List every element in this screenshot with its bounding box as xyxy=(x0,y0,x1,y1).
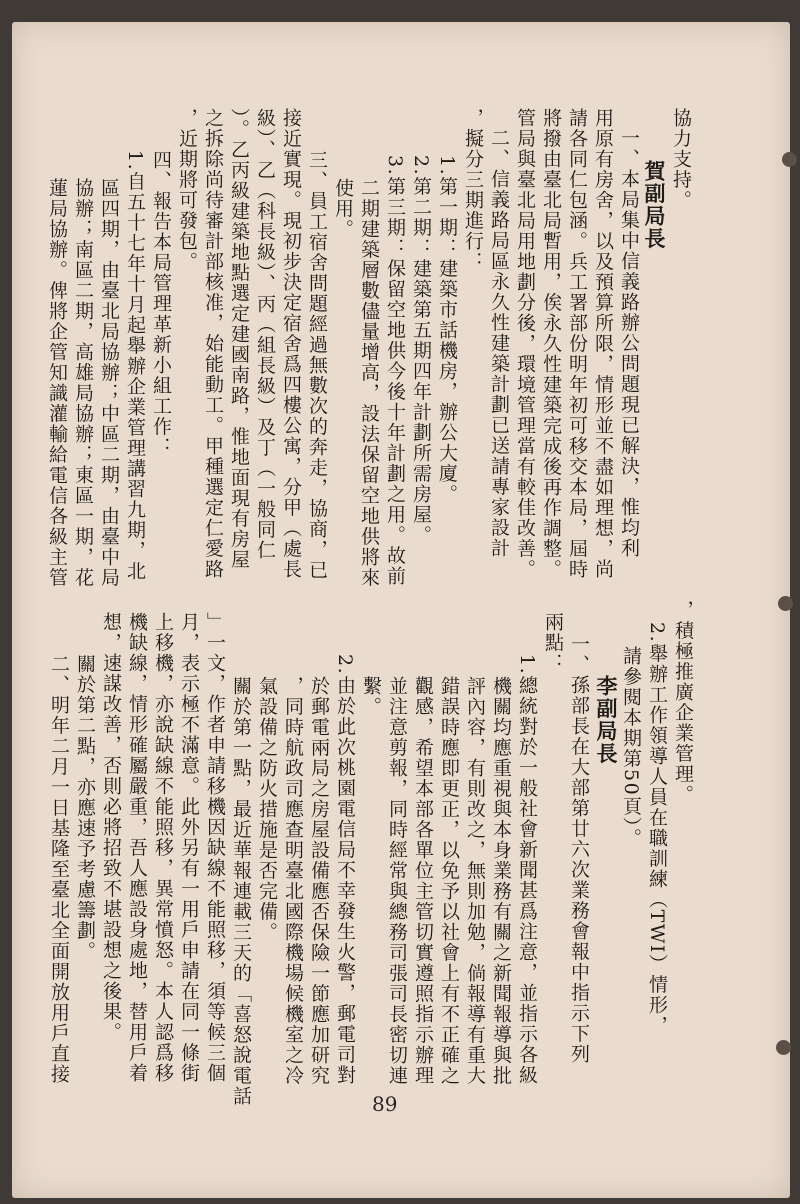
lower-line-18: 關於第一點，最近華報連載三天的「喜怒說電話 xyxy=(230,676,252,1107)
binder-hole-top xyxy=(782,152,797,167)
upper-line-06: 將撥由臺北局暫用，俟永久性建築完成後再作調整。 xyxy=(540,108,562,580)
lower-line-21: 上移機，亦說缺線不能照移，異常憤怒。本人認爲移 xyxy=(152,612,174,1084)
lower-line-17: 氣設備之防火措施是否完備。 xyxy=(256,676,278,943)
upper-line-23: 區四期，由臺北局協辦；中區二期，由臺中局 xyxy=(98,178,120,588)
lower-line-09: 評內容，有則改之，無則加勉，倘報導有重大 xyxy=(464,676,486,1086)
upper-line-05: 請各同仁包涵。兵工署部份明年初可移交本局，屆時 xyxy=(566,108,588,580)
lower-heading-li: 李副局長 xyxy=(594,675,619,765)
lower-line-13: 繫。 xyxy=(360,676,382,717)
upper-line-22: 1.自五十七年十月起舉辦企業管理講習九期，北 xyxy=(124,150,146,582)
binder-hole-middle xyxy=(778,596,793,611)
upper-line-24: 協辦；南區二期，高雄局協辦；東區一期，花 xyxy=(72,178,94,588)
upper-line-14: 使用。 xyxy=(332,178,354,240)
upper-line-01: 協力支持。 xyxy=(670,108,692,211)
lower-line-20: 月，表示極不滿意。此外另有一用戶申請在同一條街 xyxy=(178,612,200,1084)
lower-line-08: 機關均應重視與本身業務有關之新聞報導與批 xyxy=(490,676,512,1086)
page-number: 89 xyxy=(372,1092,398,1116)
upper-line-15: 三、員工宿舍問題經過無數次的奔走，協商，已 xyxy=(306,150,328,581)
binder-hole-bottom xyxy=(776,1040,791,1055)
lower-line-24: 關於第二點，亦應速予考慮籌劃。 xyxy=(74,654,96,962)
lower-line-14: 2.由於此次桃園電信局不幸發生火警，郵電司對 xyxy=(334,654,356,1086)
lower-line-01: ，積極推廣企業管理。 xyxy=(672,600,694,805)
upper-line-08: 二、信義路局區永久性建築計劃已送請專家設計 xyxy=(488,128,510,559)
lower-line-12: 並注意剪報，同時經常與總務司張司長密切連 xyxy=(386,676,408,1086)
upper-line-21: 四、報告本局管理革新小組工作： xyxy=(150,150,172,458)
upper-line-09: ，擬分三期進行： xyxy=(462,108,484,272)
upper-line-20: ，近期將可發包。 xyxy=(176,108,198,272)
lower-line-07: 1.總統對於一般社會新聞甚爲注意，並指示各級 xyxy=(516,654,538,1086)
upper-line-04: 用原有房舍，以及預算所限，情形並不盡如理想，尚 xyxy=(592,108,614,580)
upper-heading-he: 賀副局長 xyxy=(642,160,667,250)
lower-line-15: 於郵電兩局之房屋設備應否保險一節應加研究 xyxy=(308,676,330,1086)
lower-line-16: ，同時航政司應查明臺北國際機場候機室之冷 xyxy=(282,676,304,1086)
lower-line-23: 想，速謀改善，否則必將招致不堪設想之後果。 xyxy=(100,612,122,1043)
lower-line-05: 一、孫部長在大部第廿六次業務會報中指示下列 xyxy=(568,634,590,1065)
lower-line-19: 」一文，作者申請移機因缺線不能照移，須等候三個 xyxy=(204,612,226,1084)
lower-line-06: 兩點： xyxy=(542,612,564,674)
lower-line-11: 觀感，希望本部各單位主管切實遵照指示辦理 xyxy=(412,676,434,1086)
lower-line-03: 請參閱本期第50頁）。 xyxy=(620,646,642,849)
upper-line-19: 之拆除尚待審計部核准，始能動工。甲種選定仁愛路 xyxy=(202,108,224,580)
upper-line-18: ）。乙丙級建築地點選定建國南路，惟地面現有房屋 xyxy=(228,108,250,570)
lower-line-10: 錯誤時應即更正，以免予以社會上有不正確之 xyxy=(438,676,460,1086)
lower-line-25: 二、明年二月一日基隆至臺北全面開放用戶直接 xyxy=(48,654,70,1085)
upper-line-07: 管局與臺北局用地劃分後，環境管理當有較佳改善。 xyxy=(514,108,536,580)
lower-line-02: 2.舉辦工作領導人員在職訓練（TWI）情形， xyxy=(646,622,668,1036)
lower-line-22: 機缺線，情形確屬嚴重，吾人應設身處地，替用戶着 xyxy=(126,612,148,1084)
upper-line-11: 2.第二期：建築第五期四年計劃所需房屋。 xyxy=(410,155,432,546)
upper-line-13: 二期建築層數儘量增高，設法保留空地供將來 xyxy=(358,178,380,588)
upper-line-16: 接近實現。現初步決定宿舍爲四樓公寓，分甲（處長 xyxy=(280,108,302,580)
upper-line-12: 3.第三期：保留空地供今後十年計劃之用。故前 xyxy=(384,155,406,587)
upper-line-25: 蓮局協辦。俾將企管知識灌輸給電信各級主管 xyxy=(46,178,68,588)
upper-line-10: 1.第一期：建築市話機房，辦公大廈。 xyxy=(436,155,458,505)
upper-line-03: 一、本局集中信義路辦公問題現已解決，惟均利 xyxy=(618,128,640,559)
upper-line-17: 級）、乙（科長級）、丙（組長級）及丁（一般同仁 xyxy=(254,108,276,561)
